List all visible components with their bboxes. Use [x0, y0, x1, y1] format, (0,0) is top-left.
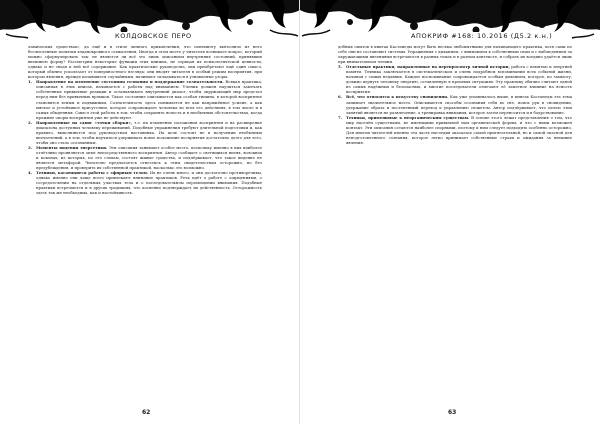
- running-head-left: КОЛДОВСКОЕ ПЕРО: [112, 32, 195, 40]
- item-text: Их не очень много, и они достаточно противоречивы, однако именно они чаще всего привлекают внимание практиков. Речь идёт о работе с ощущениями, о сосредоточении на отдельных участках тела и о последовательном перемещении внимания. Подобные практики встречаются и в других традициях, что косвенно подтверждает их действенность. Осторожность здесь так же необходима, как и настойчивость.: [36, 170, 262, 196]
- item-text: Эти описания занимают особое место, поскольку именно в них наиболее отчётливо проявляется опыт непосредственного восприятия. Автор сообщает о светящихся нитях, волокнах и коконах, из которых, по его словам, состоят живые существа, и подчёркивает, что такое видение не является метафорой. Читателю предлагается отнестись к этим свидетельствам осторожно, но без предубеждения, и проверить их собственной практикой, насколько это возможно.: [36, 144, 262, 171]
- item-number: 6.: [338, 94, 343, 100]
- page-number-right: 63: [448, 409, 457, 416]
- item-number: 1.: [28, 79, 33, 85]
- item-number: 7.: [338, 114, 343, 120]
- list-item: [338, 115, 572, 145]
- item-number: 4.: [28, 170, 33, 176]
- left-intro-paragraph: ламических существах», да ещё и в стиле личного приключения, что понемногу вытеснило из него бесчисленные попытки хладнокровного осмысления. Иногда в этом месте у читателя возникает вопрос, который можно сформулировать так: не является ли всё это лишь описанием внутренних состояний, принявших внешнюю форму? Рассмотрим некоторые функции этих книжек, не отрицая их психологической ценности, однако и не сводя к ней всё содержание. Как практические руководства, они приобретают ещё один смысл, который обычно ускользает от поверхностного взгляда: они вводят читателя в особый режим восприятия, при котором явления, прежде казавшиеся случайными, начинают складываться в узнаваемые узоры.: [28, 44, 262, 80]
- item-number: 2.: [28, 119, 33, 125]
- item-number: 3.: [28, 144, 33, 150]
- left-text-column: [28, 44, 262, 402]
- item-title: Направление на изменение состояния сознания и поддержание сознательности.: [36, 79, 224, 85]
- list-item: [28, 145, 262, 170]
- page-number-left: 62: [142, 409, 151, 416]
- item-text: Как уже упоминалось выше, в книгах Кастанеды эта тема занимает значительное место. Описываются способы осознания себя во сне, поиск рук в сновидении, удержание образа и постепенный переход к управлению сюжетом. Автор подчёркивает, что целью этих занятий является не развлечение, а тренировка внимания, которое затем переносится и в бодрствование.: [346, 94, 572, 115]
- item-title: Всё, что относится к искусству сновидения.: [346, 94, 449, 100]
- list-item: [338, 64, 572, 94]
- item-text: т.е. на изменение положения восприятия и на расширение диапазона доступных человеку переживаний. Подобные упражнения требуют длительной подготовки и, как правило, выполняются под руководством наставника. Их цель состоит не в получении необычных впечатлений, а в том, чтобы научиться удерживать новое положение восприятия достаточно долго для того, чтобы оно стало осознанным.: [36, 119, 262, 145]
- item-number: 5.: [338, 64, 343, 70]
- item-title: Отдельные практики, направленные на перепросмотр личной истории,: [346, 64, 510, 70]
- right-intro-paragraph: добных опытов в книгах Кастанеды могут быть весьма любопытными для начинающего практика, хотя сами по себе они не составляют системы. Упражнения с дыханием, с вниманием к собственным снам и с наблюдением за окружающими явлениями встречаются в разных томах и в разном контексте, и собрать их воедино удаётся лишь при внимательном чтении.: [338, 44, 572, 65]
- item-title: Техники, касающиеся работы с эфирным телом.: [36, 170, 149, 176]
- item-title: Направленные на сдвиг «точки сборки»,: [36, 119, 133, 125]
- running-head-right: АПОКРИФ #168: 10.2016 (Д5.2 к.н.): [408, 32, 555, 40]
- item-title: Техники, применимые к неорганическим существам.: [346, 114, 470, 120]
- item-title: Моменты видения энергетики.: [36, 144, 108, 150]
- list-item: [28, 120, 262, 145]
- item-text: В основе этого лежат представления о том, что мир населён существами, не имеющими привычной нам органической формы, и что с ними возможен контакт. Эти описания остаются наиболее спорными, поэтому к ним следует подходить особенно осторожно. Для многих читателей именно эта часть наследия оказалась самой притягательной, но и самой опасной для неподготовленного сознания, которое легко принимает собственные страхи и ожидания за внешние явления.: [346, 114, 572, 145]
- list-item: [28, 170, 262, 195]
- list-item: [338, 94, 572, 114]
- right-text-column: [338, 44, 572, 402]
- item-text: Всякая практика, описанная в этих книгах, начинается с работы над вниманием. Ученик должен научиться замечать собственные привычные реакции и останавливать внутренний диалог, чтобы окружающий мир предстал перед ним без привычных ярлыков. Такое состояние описывается как особая тишина, в которой восприятие становится ясным и подвижным. Сознательность здесь понимается не как напряжённое усилие, а как мягкое и устойчивое присутствие, которое сопровождает человека во всех его действиях, в том числе и в самых обыденных. Смысл этой работы в том, чтобы сохранять ясность и в необычных обстоятельствах, когда прежние опоры восприятия уже не действуют.: [36, 79, 262, 120]
- list-item: [28, 79, 262, 119]
- right-page: [300, 0, 600, 424]
- item-text: работа с памятью и энергией памяти. Техника заключается в систематическом и очень подробном вспоминании всех событий жизни, начиная с самых недавних. Каждое воспоминание сопровождается особым дыханием, которое, по замыслу, должно вернуть человеку энергию, оставленную в прошлых ситуациях. Эту практику обычно считают одной из самых надёжных и безопасных, и многие последователи отмечают её заметное влияние на ясность восприятия.: [346, 64, 572, 95]
